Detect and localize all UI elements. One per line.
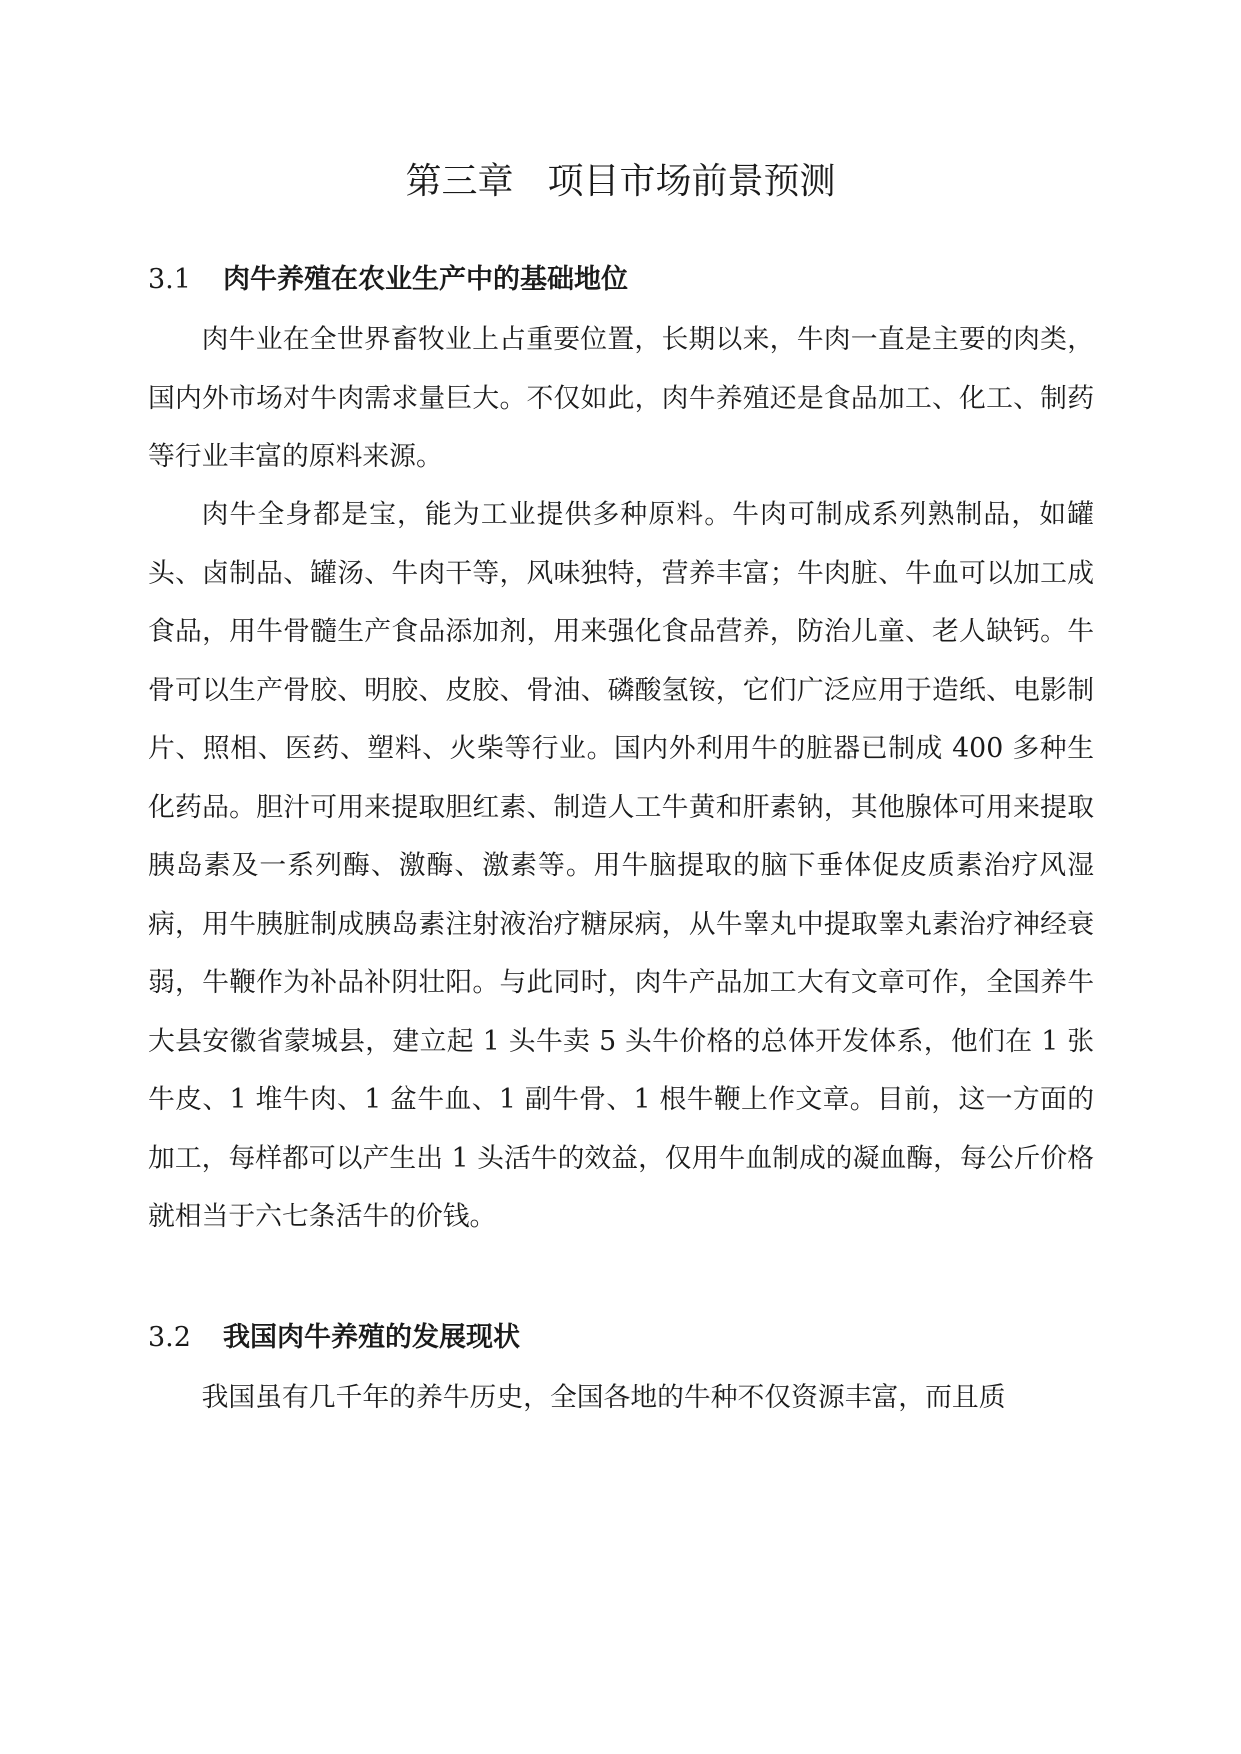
section-title: 肉牛养殖在农业生产中的基础地位	[222, 264, 628, 295]
chapter-name: 项目市场前景预测	[547, 161, 836, 202]
section-number: 3.2	[148, 1322, 191, 1353]
chapter-number: 第三章	[405, 161, 514, 202]
section-number: 3.1	[148, 264, 191, 295]
section-title: 我国肉牛养殖的发展现状	[222, 1322, 520, 1353]
paragraph: 肉牛全身都是宝，能为工业提供多种原料。牛肉可制成系列熟制品，如罐头、卤制品、罐汤、牛肉干等，风味独特，营养丰富；牛肉脏、牛血可以加工成食品，用牛骨髓生产食品添加剂，用来强化食品营养，防治儿童、老人缺钙。牛骨可以生产骨胶、明胶、皮胶、骨油、磷酸氢铵，它们广泛应用于造纸、电影制片、照相、医药、塑料、火柴等行业。国内外利用牛的脏器已制成 400 多种生化药品。胆汁可用来提取胆红素、制造人工牛黄和肝素钠，其他腺体可用来提取胰岛素及一系列酶、激酶、激素等。用牛脑提取的脑下垂体促皮质素治疗风湿病，用牛胰脏制成胰岛素注射液治疗糖尿病，从牛睾丸中提取睾丸素治疗神经衰弱，牛鞭作为补品补阴壮阳。与此同时，肉牛产品加工大有文章可作，全国养牛大县安徽省蒙城县，建立起 1 头牛卖 5 头牛价格的总体开发体系，他们在 1 张牛皮、1 堆牛肉、1 盆牛血、1 副牛骨、1 根牛鞭上作文章。目前，这一方面的加工，每样都可以产生出 1 头活牛的效益，仅用牛血制成的凝血酶，每公斤价格就相当于六七条活牛的价钱。	[148, 499, 1094, 1232]
section-heading-3-2	[148, 1318, 1098, 1358]
paragraph: 肉牛业在全世界畜牧业上占重要位置，长期以来，牛肉一直是主要的肉类，国内外市场对牛肉需求量巨大。不仅如此，肉牛养殖还是食品加工、化工、制药等行业丰富的原料来源。	[148, 324, 1094, 472]
section-heading-3-1	[148, 260, 1098, 300]
paragraph: 我国虽有几千年的养牛历史，全国各地的牛种不仅资源丰富，而且质	[201, 1382, 1006, 1413]
chapter-title	[0, 158, 1241, 206]
